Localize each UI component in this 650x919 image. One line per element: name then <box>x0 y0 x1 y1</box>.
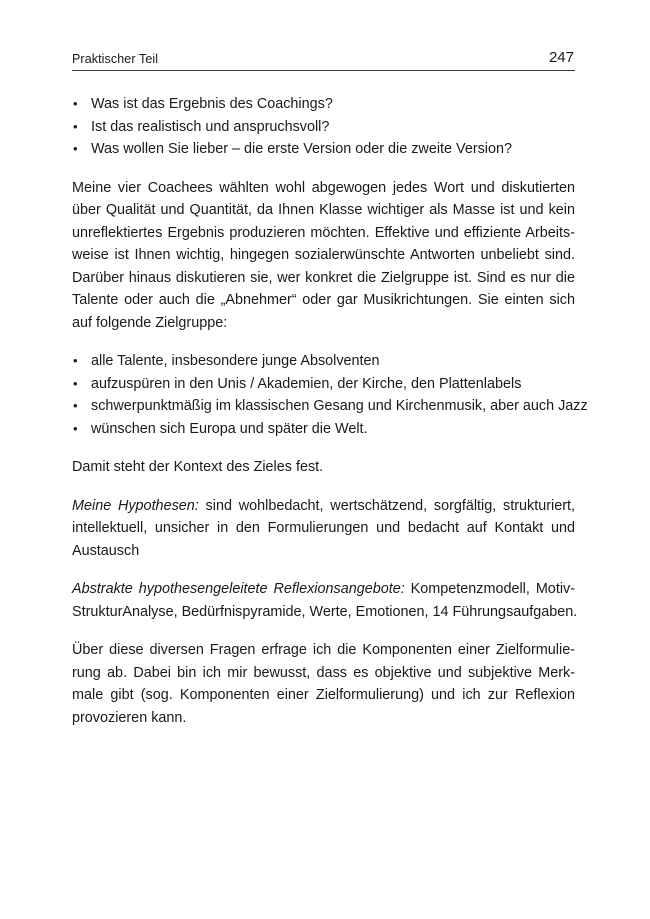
bullet-icon: • <box>73 420 78 436</box>
bullet-icon: • <box>73 118 78 134</box>
paragraph-hypotheses <box>72 495 575 563</box>
page-content <box>72 93 588 729</box>
list-item: • schwerpunktmäßig im klassischen Gesang und Kirchenmusik, aber auch Jazz <box>72 395 575 418</box>
list-item: • aufzuspüren in den Unis / Akademien, der Kirche, den Plattenlabels <box>72 373 575 396</box>
paragraph-final <box>72 639 575 729</box>
text-line: Austausch <box>72 542 140 559</box>
bullet-icon: • <box>73 353 78 368</box>
text-line: Talente oder auch die „Abnehmer“ oder gar Musikrichtungen. Sie einten sich <box>72 292 575 308</box>
bullet-icon: • <box>73 398 78 413</box>
book-page <box>72 46 588 729</box>
text-line: Abstrakte hypothesengeleitete Reflexionsangebote: Kompetenzmodell, Motiv- <box>72 581 575 597</box>
text-line: Darüber hinaus diskutieren sie, wer konkret die Zielgruppe ist. Sind es nur die <box>72 269 575 286</box>
text-line: male gibt (sog. Komponenten einer Zielformulierung) und ich zur Reflexion <box>72 687 575 703</box>
target-group-list <box>72 350 588 440</box>
section-title: Praktischer Teil <box>72 52 159 66</box>
list-item: • Was ist das Ergebnis des Coachings? <box>72 93 575 116</box>
list-item: • alle Talente, insbesondere junge Absolventen <box>72 350 575 373</box>
text-line: Über diese diversen Fragen erfrage ich die Komponenten einer Zielformulie- <box>72 642 575 658</box>
page-number: 247 <box>548 49 574 66</box>
abstract-label: Abstrakte hypothesengeleitete Reflexionsangebote: <box>72 581 405 597</box>
text-line: unreflektiertes Ergebnis produzieren möchten. Effektive und effiziente Arbeits- <box>72 224 575 241</box>
list-item: • Ist das realistisch und anspruchsvoll? <box>72 116 575 139</box>
paragraph-abstract <box>72 578 578 623</box>
text-line: über Qualität und Quantität, da Ihnen Klasse wichtiger als Masse ist und kein <box>72 202 575 218</box>
text-line: auf folgende Zielgruppe: <box>72 314 228 331</box>
list-item: • wünschen sich Europa und später die Welt. <box>72 418 575 441</box>
text-line: rung ab. Dabei bin ich mir bewusst, dass es objektive und subjektive Merk- <box>72 664 575 681</box>
paragraph-coachees <box>72 177 575 335</box>
bullet-icon: • <box>73 96 78 111</box>
running-head <box>72 46 575 71</box>
bullet-icon: • <box>73 141 78 156</box>
text-line: Meine Hypothesen: sind wohlbedacht, wertschätzend, sorgfältig, strukturiert, <box>72 497 575 514</box>
bullet-icon: • <box>73 375 78 391</box>
list-item: • Was wollen Sie lieber – die erste Version oder die zweite Version? <box>72 138 575 161</box>
text-line: weise ist Ihnen wichtig, hingegen sozialerwünschte Antworten unbeliebt sind. <box>72 247 575 263</box>
paragraph-context: Damit steht der Kontext des Zieles fest. <box>72 459 324 475</box>
text-line: Meine vier Coachees wählten wohl abgewogen jedes Wort und diskutierten <box>72 179 575 196</box>
hypotheses-label: Meine Hypothesen: <box>72 497 199 514</box>
text-line: provozieren kann. <box>72 709 187 726</box>
question-list <box>72 93 575 161</box>
text-line: intellektuell, unsicher in den Formulierungen und bedacht auf Kontakt und <box>72 520 575 536</box>
text-line: StrukturAnalyse, Bedürfnispyramide, Werte, Emotionen, 14 Führungsaufgaben. <box>72 603 578 620</box>
